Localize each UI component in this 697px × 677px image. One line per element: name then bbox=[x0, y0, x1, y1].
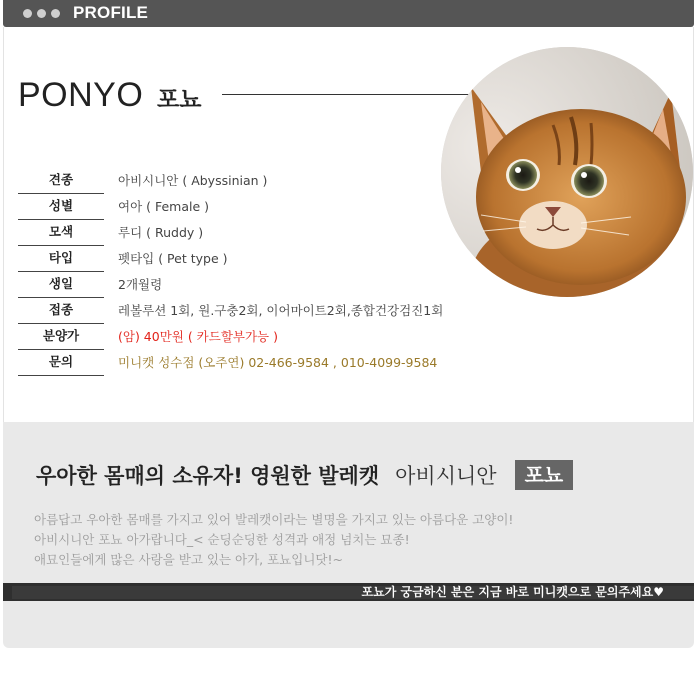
info-row-vaccination bbox=[18, 300, 578, 326]
pet-name-english: PONYO bbox=[18, 76, 144, 114]
info-row-price bbox=[18, 326, 578, 352]
inquiry-banner bbox=[3, 583, 694, 601]
info-row-birth bbox=[18, 274, 578, 300]
info-label-type: 타입 bbox=[18, 248, 104, 272]
intro-card bbox=[3, 422, 694, 648]
description-line: 아름답고 우아한 몸매를 가지고 있어 발레캣이라는 별명을 가지고 있는 아름다운 고양이! bbox=[34, 512, 514, 527]
info-label-contact: 문의 bbox=[18, 352, 104, 376]
info-row-type bbox=[18, 248, 578, 274]
info-label-breed: 견종 bbox=[18, 170, 104, 194]
info-value-vaccination: 레볼루션 1회, 원.구충2회, 이어마이트2회,종합건강검진1회 bbox=[118, 303, 444, 318]
inquiry-banner-text: 포뇨가 궁금하신 분은 지금 바로 미니캣으로 문의주세요♥ bbox=[361, 585, 664, 599]
info-value-contact: 미니캣 성수점 (오주연) 02-466-9584 , 010-4099-9584 bbox=[118, 355, 438, 370]
info-value-color: 루디 ( Ruddy ) bbox=[118, 225, 204, 240]
info-value-birth: 2개월령 bbox=[118, 277, 163, 292]
info-label-price: 분양가 bbox=[18, 326, 104, 350]
info-label-color: 모색 bbox=[18, 222, 104, 246]
intro-headline bbox=[36, 460, 573, 492]
info-row-breed bbox=[18, 170, 578, 196]
info-row-sex bbox=[18, 196, 578, 222]
info-value-type: 펫타입 ( Pet type ) bbox=[118, 251, 228, 266]
info-label-vaccination: 접종 bbox=[18, 300, 104, 324]
info-value-price: (암) 40만원 ( 카드할부가능 ) bbox=[118, 329, 278, 344]
info-label-sex: 성별 bbox=[18, 196, 104, 220]
intro-description bbox=[34, 510, 513, 570]
info-label-birth: 생일 bbox=[18, 274, 104, 298]
header-dots-icon bbox=[23, 9, 60, 18]
pet-name-korean: 포뇨 bbox=[157, 87, 202, 113]
info-row-color bbox=[18, 222, 578, 248]
header-title: PROFILE bbox=[73, 3, 149, 22]
headline-name-badge: 포뇨 bbox=[515, 460, 574, 490]
description-line: 애묘인들에게 많은 사랑을 받고 있는 아가, 포뇨입니닷!~ bbox=[34, 552, 343, 567]
info-value-breed: 아비시니안 ( Abyssinian ) bbox=[118, 173, 268, 188]
info-value-sex: 여아 ( Female ) bbox=[118, 199, 210, 214]
headline-breed-text: 아비시니안 bbox=[395, 464, 497, 488]
headline-main-text: 우아한 몸매의 소유자! 영원한 발레캣 bbox=[36, 464, 380, 488]
profile-header-bar bbox=[3, 0, 694, 27]
description-line: 아비시니안 포뇨 아가랍니다_< 순딩순딩한 성격과 애정 넘치는 묘종! bbox=[34, 532, 410, 547]
info-row-contact bbox=[18, 352, 578, 378]
name-divider-line bbox=[222, 94, 477, 95]
